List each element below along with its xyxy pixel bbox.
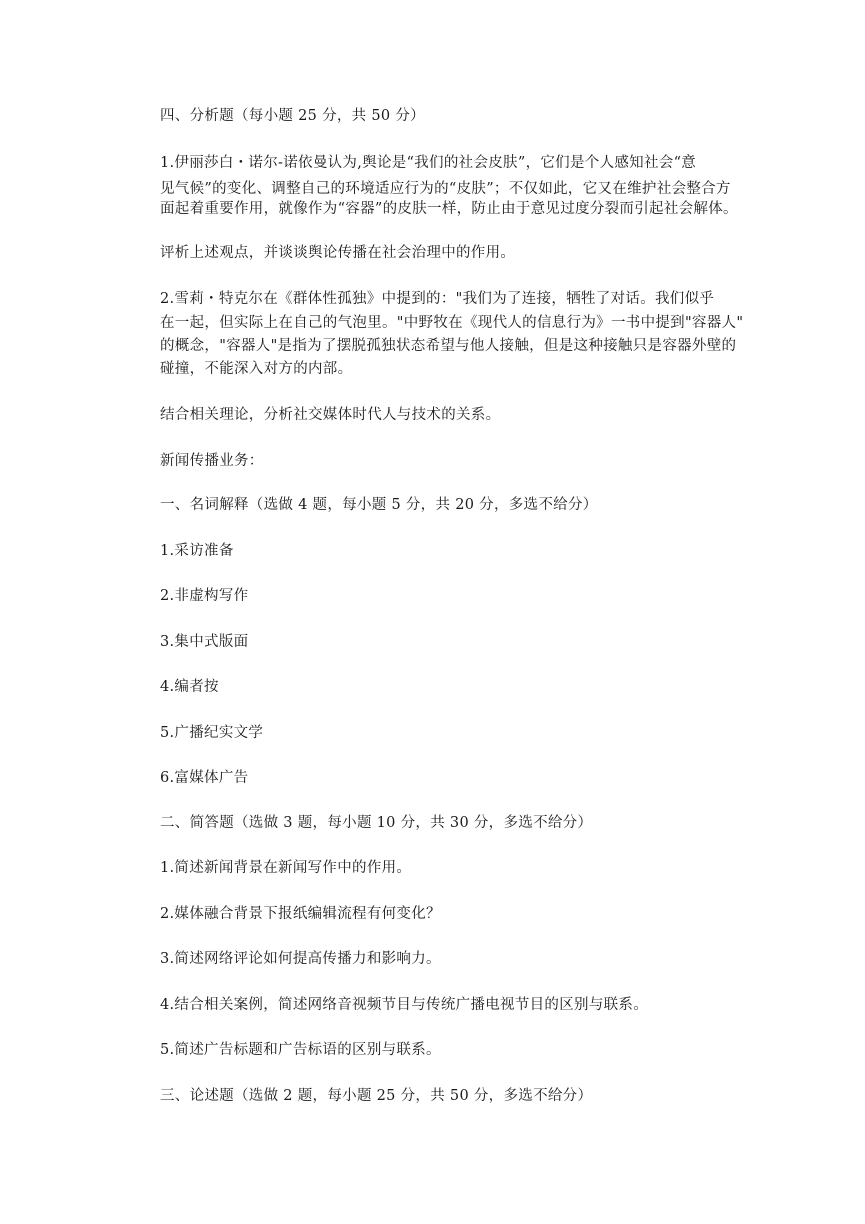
- question-2-line-4: 碰撞，不能深入对方的内部。: [160, 361, 353, 377]
- question-2-task: 结合相关理论，分析社交媒体时代人与技术的关系。: [160, 407, 501, 423]
- question-2-line-2: 在一起，但实际上在自己的气泡里。"中野牧在《现代人的信息行为》一书中提到"容器人": [160, 315, 744, 331]
- part2-item: 3.简述网络评论如何提高传播力和影响力。: [160, 951, 441, 967]
- question-1-line-1: 1.伊丽莎白・诺尔-诺依曼认为,舆论是“我们的社会皮肤”，它们是个人感知社会“意: [160, 155, 697, 171]
- part2-heading: 二、简答题（选做 3 题，每小题 10 分，共 30 分，多选不给分）: [160, 815, 593, 831]
- part1-item: 6.富媒体广告: [160, 770, 249, 786]
- question-2-line-1: 2.雪莉・特克尔在《群体性孤独》中提到的："我们为了连接，牺牲了对话。我们似乎: [160, 291, 715, 307]
- question-1-line-2: 见气候”的变化、调整自己的环境适应行为的“皮肤”；不仅如此，它又在维护社会整合方: [160, 181, 731, 197]
- part2-item: 1.简述新闻背景在新闻写作中的作用。: [160, 860, 412, 876]
- section-heading-analysis: 四、分析题（每小题 25 分，共 50 分）: [160, 108, 425, 124]
- part3-heading: 三、论述题（选做 2 题，每小题 25 分，共 50 分，多选不给分）: [160, 1088, 593, 1104]
- part2-item: 2.媒体融合背景下报纸编辑流程有何变化？: [160, 906, 441, 922]
- part1-item: 5.广播纪实文学: [160, 725, 264, 741]
- question-1-line-3: 面起着重要作用，就像作为“容器”的皮肤一样，防止由于意见过度分裂而引起社会解体。: [160, 201, 738, 217]
- subject-title: 新闻传播业务：: [160, 453, 264, 469]
- question-2-line-3: 的概念，"容器人"是指为了摆脱孤独状态希望与他人接触，但是这种接触只是容器外壁的: [160, 338, 737, 354]
- part1-item: 3.集中式版面: [160, 634, 249, 650]
- part2-item: 4.结合相关案例，简述网络音视频节目与传统广播电视节目的区别与联系。: [160, 997, 649, 1013]
- part1-item: 4.编者按: [160, 679, 219, 695]
- part2-item: 5.简述广告标题和广告标语的区别与联系。: [160, 1042, 441, 1058]
- part1-item: 1.采访准备: [160, 543, 234, 559]
- question-1-task: 评析上述观点，并谈谈舆论传播在社会治理中的作用。: [160, 245, 516, 261]
- part1-heading: 一、名词解释（选做 4 题，每小题 5 分，共 20 分，多选不给分）: [160, 497, 598, 513]
- part1-item: 2.非虚构写作: [160, 588, 249, 604]
